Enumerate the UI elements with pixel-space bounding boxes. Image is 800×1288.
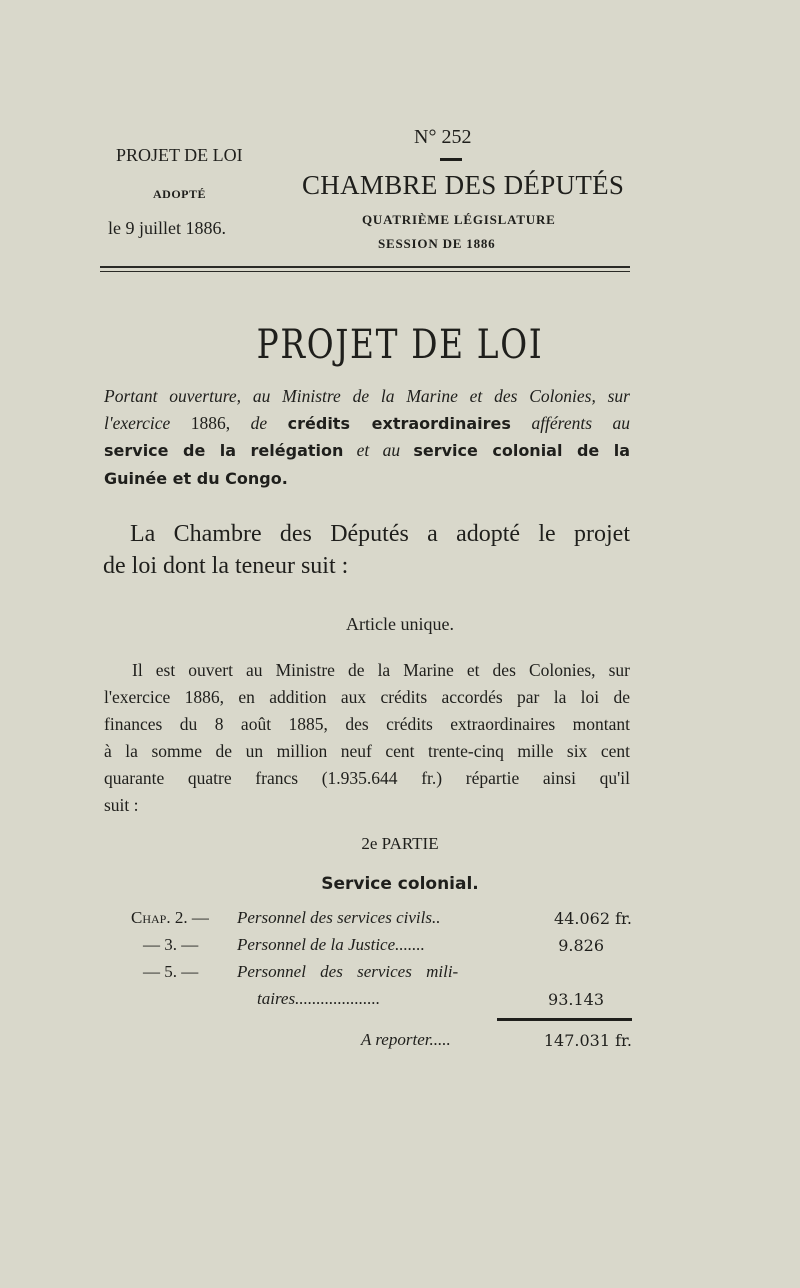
legislature: QUATRIÈME LÉGISLATURE <box>362 212 556 227</box>
article-body <box>104 657 630 819</box>
header-left-title: PROJET DE LOI <box>116 145 243 165</box>
row3-prefix: — 5. — <box>143 962 199 981</box>
subtitle-line-4: Guinée et du Congo. <box>104 468 288 488</box>
row1-amount: 44.062 fr. <box>554 909 632 928</box>
row1-prefix: Chap. 2. — <box>131 908 209 927</box>
article-title: Article unique. <box>346 614 454 634</box>
row3-label: Personnel des services mili- <box>237 962 459 981</box>
adoption-statement <box>103 518 630 582</box>
article-line: Il est ouvert au Ministre de la Marine et des Colonies, sur <box>132 660 630 680</box>
header-adopted: ADOPTÉ <box>153 187 207 201</box>
subtitle-line-2: l'exercice 1886, de crédits extraordinaires afférents au <box>104 412 631 433</box>
article-line: finances du 8 août 1885, des crédits extraordinaires montant <box>104 714 630 734</box>
chamber-title: CHAMBRE DES DÉPUTÉS <box>302 170 625 200</box>
row2-amount: 9.826 <box>558 936 604 955</box>
article-line: l'exercice 1886, en addition aux crédits accordés par la loi de <box>104 687 630 707</box>
page-title: PROJET DE LOI <box>256 322 544 368</box>
adoption-line-2: de loi dont la teneur suit : <box>103 553 349 579</box>
subtitle-line-3: service de la relégation et au service colonial de la <box>104 440 630 460</box>
total-label: A reporter..... <box>361 1030 451 1049</box>
total-amount: 147.031 fr. <box>543 1031 632 1050</box>
service-heading: Service colonial. <box>321 874 479 894</box>
row3-label-cont: taires.................... <box>257 989 381 1008</box>
header-rule-top <box>100 266 630 268</box>
partie-heading: 2e PARTIE <box>361 834 439 853</box>
header-date: le 9 juillet 1886. <box>108 218 226 238</box>
row2-label: Personnel de la Justice....... <box>237 935 425 954</box>
session: SESSION DE 1886 <box>378 236 496 251</box>
article-line: à la somme de un million neuf cent trente-cinq mille six cent <box>104 741 630 761</box>
article-line: quarante quatre francs (1.935.644 fr.) répartie ainsi qu'il <box>104 768 630 788</box>
row1-label: Personnel des services civils.. <box>237 908 441 927</box>
row3-amount: 93.143 <box>548 990 604 1009</box>
subtitle <box>104 383 630 492</box>
adoption-line-1: La Chambre des Députés a adopté le projet <box>130 521 630 547</box>
number-dash <box>440 158 462 161</box>
sum-rule <box>497 1018 632 1021</box>
header-rule-bottom <box>100 271 630 272</box>
subtitle-line-1: Portant ouverture, au Ministre de la Marine et des Colonies, sur <box>104 386 630 406</box>
article-line: suit : <box>104 795 139 815</box>
row2-prefix: — 3. — <box>143 935 199 954</box>
document-number: N° 252 <box>414 126 472 148</box>
